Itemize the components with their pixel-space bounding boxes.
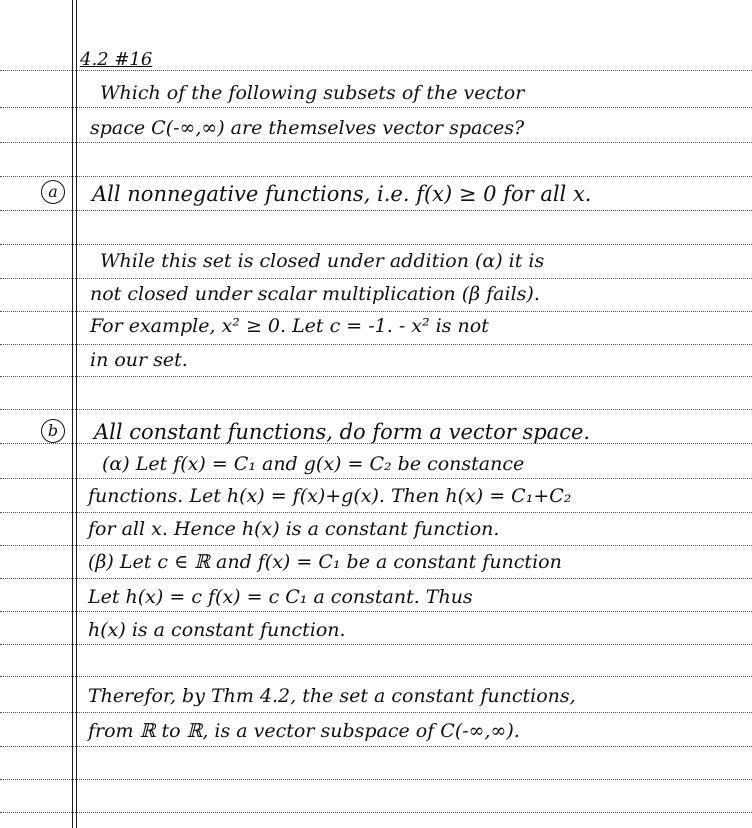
ruled-line <box>0 311 752 312</box>
conclusion-line: from ℝ to ℝ, is a vector subspace of C(-∞,∞). <box>88 720 520 742</box>
margin-line <box>72 0 73 828</box>
ruled-line <box>0 142 752 143</box>
proof-line: Let h(x) = c f(x) = c C₁ a constant. Thus <box>88 586 473 608</box>
ruled-line <box>0 545 752 546</box>
ruled-line <box>0 210 752 211</box>
ruled-line <box>0 712 752 713</box>
answer-line: For example, x² ≥ 0. Let c = -1. - x² is not <box>90 315 489 337</box>
ruled-line <box>0 578 752 579</box>
answer-line: not closed under scalar multiplication (β fails). <box>90 283 540 305</box>
proof-line: h(x) is a constant function. <box>88 619 346 641</box>
proof-line: for all x. Hence h(x) is a constant function. <box>88 518 500 540</box>
proof-line: (β) Let c ∈ ℝ and f(x) = C₁ be a constant function <box>88 551 562 573</box>
part-b-statement: All constant functions, do form a vector space. <box>94 420 591 444</box>
proof-line: (α) Let f(x) = C₁ and g(x) = C₂ be constance <box>102 453 525 475</box>
ruled-line <box>0 107 752 108</box>
part-a-statement: All nonnegative functions, i.e. f(x) ≥ 0 for all x. <box>92 182 592 206</box>
ruled-line <box>0 176 752 177</box>
margin-line <box>76 0 77 828</box>
question-line: space C(-∞,∞) are themselves vector spaces? <box>90 117 525 139</box>
ruled-line <box>0 611 752 612</box>
ruled-line <box>0 812 752 813</box>
part-b-marker: b <box>41 419 65 443</box>
ruled-line <box>0 676 752 677</box>
ruled-line <box>0 512 752 513</box>
ruled-line <box>0 344 752 345</box>
problem-title: 4.2 #16 <box>80 49 153 70</box>
ruled-line <box>0 644 752 645</box>
answer-line: in our set. <box>90 349 188 371</box>
ruled-line <box>0 376 752 377</box>
answer-line: While this set is closed under addition (α) it is <box>100 250 545 272</box>
ruled-line <box>0 409 752 410</box>
ruled-line <box>0 779 752 780</box>
conclusion-line: Therefor, by Thm 4.2, the set a constant functions, <box>88 685 576 707</box>
ruled-line <box>0 278 752 279</box>
ruled-line <box>0 478 752 479</box>
question-line: Which of the following subsets of the vector <box>100 82 525 104</box>
part-a-marker: a <box>41 180 65 204</box>
ruled-line <box>0 244 752 245</box>
ruled-line <box>0 70 752 71</box>
proof-line: functions. Let h(x) = f(x)+g(x). Then h(x) = C₁+C₂ <box>88 485 572 507</box>
ruled-line <box>0 746 752 747</box>
